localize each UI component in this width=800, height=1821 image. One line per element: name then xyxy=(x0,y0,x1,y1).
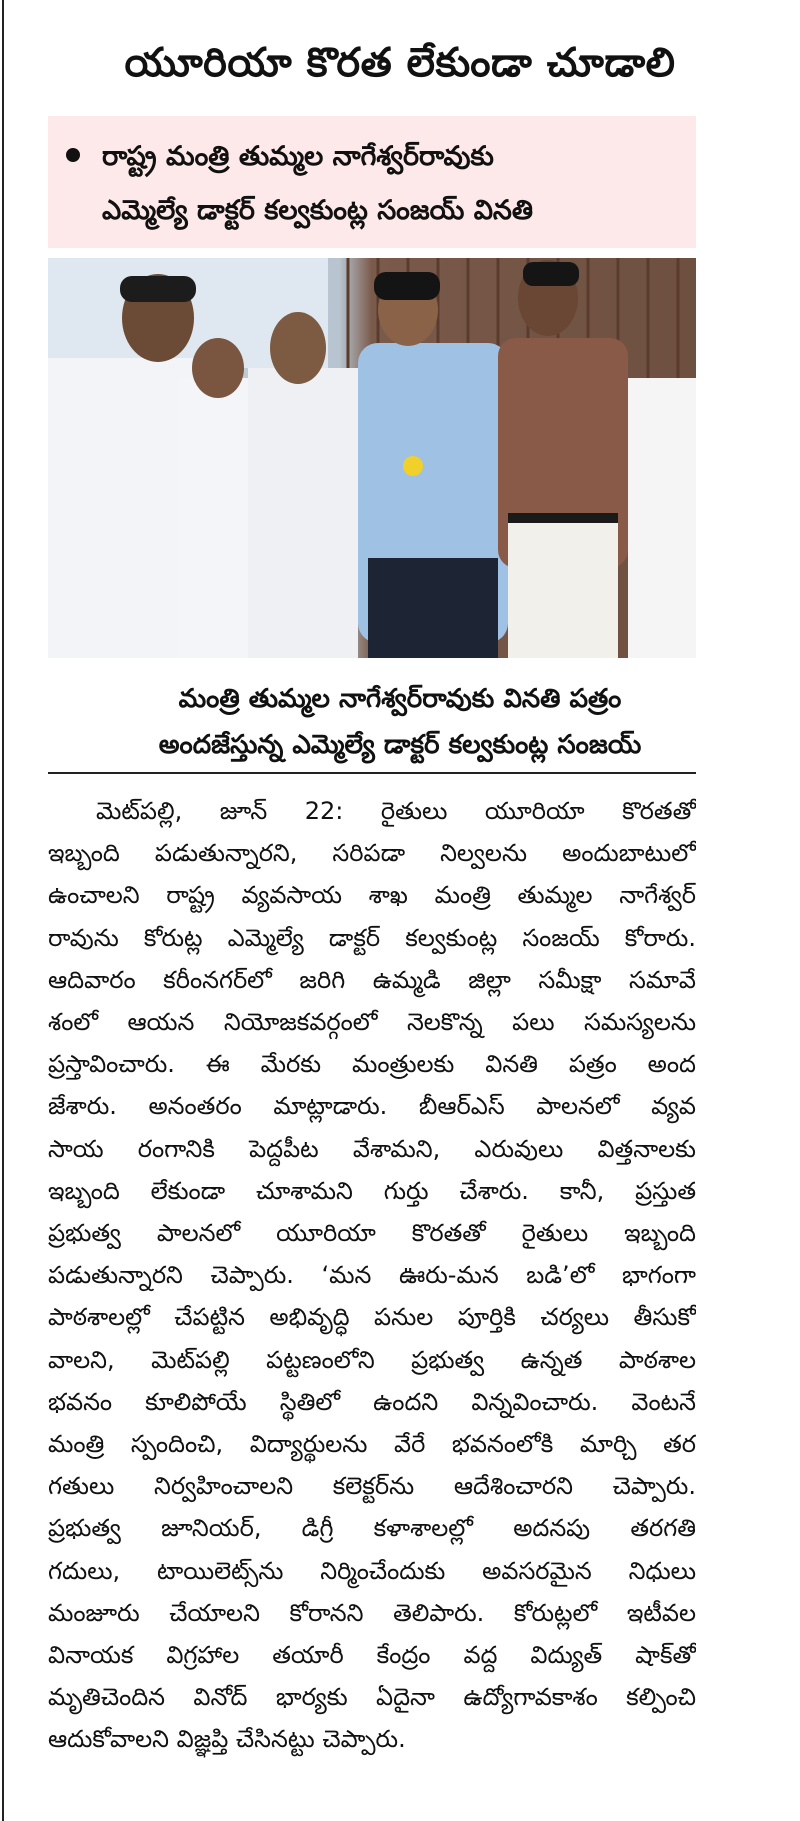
body-line: జేశారు. అనంతరం మాట్లాడారు. బీఆర్‌ఎస్ పాలనలో వ్యవ xyxy=(48,1092,696,1121)
bullet-icon xyxy=(66,148,80,162)
body-line: శంలో ఆయన నియోజకవర్గంలో నెలకొన్న పలు సమస్యలను xyxy=(48,1008,696,1037)
subhead-box xyxy=(48,116,696,248)
subhead-text-1: రాష్ట్ర మంత్రి తుమ్మల నాగేశ్వర్‌రావుకు xyxy=(102,141,494,172)
body-line: పాఠశాలల్లో చేపట్టిన అభివృద్ధి పనుల పూర్తికి చర్యలు తీసుకో xyxy=(48,1303,696,1332)
body-line: గదులు, టాయిలెట్స్‌ను నిర్మించేందుకు అవసరమైన నిధులు xyxy=(48,1556,696,1585)
body-line: వాలని, మెట్‌పల్లి పట్టణంలోని ప్రభుత్వ ఉన్నత పాఠశాల xyxy=(48,1345,696,1374)
body-line: ఉంచాలని రాష్ట్ర వ్యవసాయ శాఖ మంత్రి తుమ్మల నాగేశ్వర్ xyxy=(48,881,696,910)
news-photo xyxy=(48,258,696,658)
body-line: ఇబ్బంది లేకుండా చూశామని గుర్తు చేశారు. కానీ, ప్రస్తుత xyxy=(48,1176,696,1205)
body-line: సాయ రంగానికి పెద్దపీట వేశామని, ఎరువులు విత్తనాలకు xyxy=(48,1134,696,1163)
headline: యూరియా కొరత లేకుండా చూడాలి xyxy=(124,40,676,86)
body-line: భవనం కూలిపోయే స్థితిలో ఉందని విన్నవించారు. వెంటనే xyxy=(48,1387,696,1416)
body-line: ఆదివారం కరీంనగర్‌లో జరిగి ఉమ్మడి జిల్లా సమీక్షా సమావే xyxy=(48,965,696,994)
news-photo-illustration xyxy=(48,258,696,658)
body-line: మృతిచెందిన వినోద్ భార్యకు ఏదైనా ఉద్యోగావకాశం కల్పించి xyxy=(48,1683,696,1712)
body-line: మంజూరు చేయాలని కోరానని తెలిపారు. కోరుట్లలో ఇటీవల xyxy=(48,1598,696,1627)
body-line: ఇబ్బంది పడుతున్నారని, సరిపడా నిల్వలను అందుబాటులో xyxy=(48,839,696,868)
body-line: మంత్రి స్పందించి, విద్యార్థులను వేరే భవనంలోకి మార్చి తర xyxy=(48,1430,696,1459)
caption-line-1: మంత్రి తుమ్మల నాగేశ్వర్‌రావుకు వినతి పత్రం xyxy=(178,684,622,714)
body-line: ఆదుకోవాలని విజ్ఞప్తి చేసినట్టు చెప్పారు. xyxy=(48,1725,406,1754)
caption-divider xyxy=(48,772,696,774)
page-left-border xyxy=(2,0,4,1821)
article-body xyxy=(48,790,696,1761)
body-line: ప్రస్తావించారు. ఈ మేరకు మంత్రులకు వినతి పత్రం అంద xyxy=(48,1050,696,1079)
body-line: వినాయక విగ్రహాల తయారీ కేంద్రం వద్ద విద్యుత్ షాక్‌తో xyxy=(48,1641,696,1670)
body-line: మెట్‌పల్లి, జూన్ 22: రైతులు యూరియా కొరతతో xyxy=(96,797,696,825)
body-line: ప్రభుత్వ పాలనలో యూరియా కొరతతో రైతులు ఇబ్బంది xyxy=(48,1219,696,1248)
body-line: గతులు నిర్వహించాలని కలెక్టర్‌ను ఆదేశించారని చెప్పారు. xyxy=(48,1472,696,1501)
subhead-line-1 xyxy=(66,130,686,184)
photo-caption xyxy=(0,676,800,768)
caption-line-2: అందజేస్తున్న ఎమ్మెల్యే డాక్టర్ కల్వకుంట్ల సంజయ్ xyxy=(158,730,642,760)
subhead-line-2: ఎమ్మెల్యే డాక్టర్ కల్వకుంట్ల సంజయ్ వినతి xyxy=(102,195,533,226)
body-line: పడుతున్నారని చెప్పారు. ‘మన ఊరు-మన బడి’లో భాగంగా xyxy=(48,1261,696,1290)
body-line: ప్రభుత్వ జూనియర్, డిగ్రీ కళాశాలల్లో అదనపు తరగతి xyxy=(48,1514,696,1543)
body-line: రావును కోరుట్ల ఎమ్మెల్యే డాక్టర్ కల్వకుంట్ల సంజయ్ కోరారు. xyxy=(48,923,696,952)
